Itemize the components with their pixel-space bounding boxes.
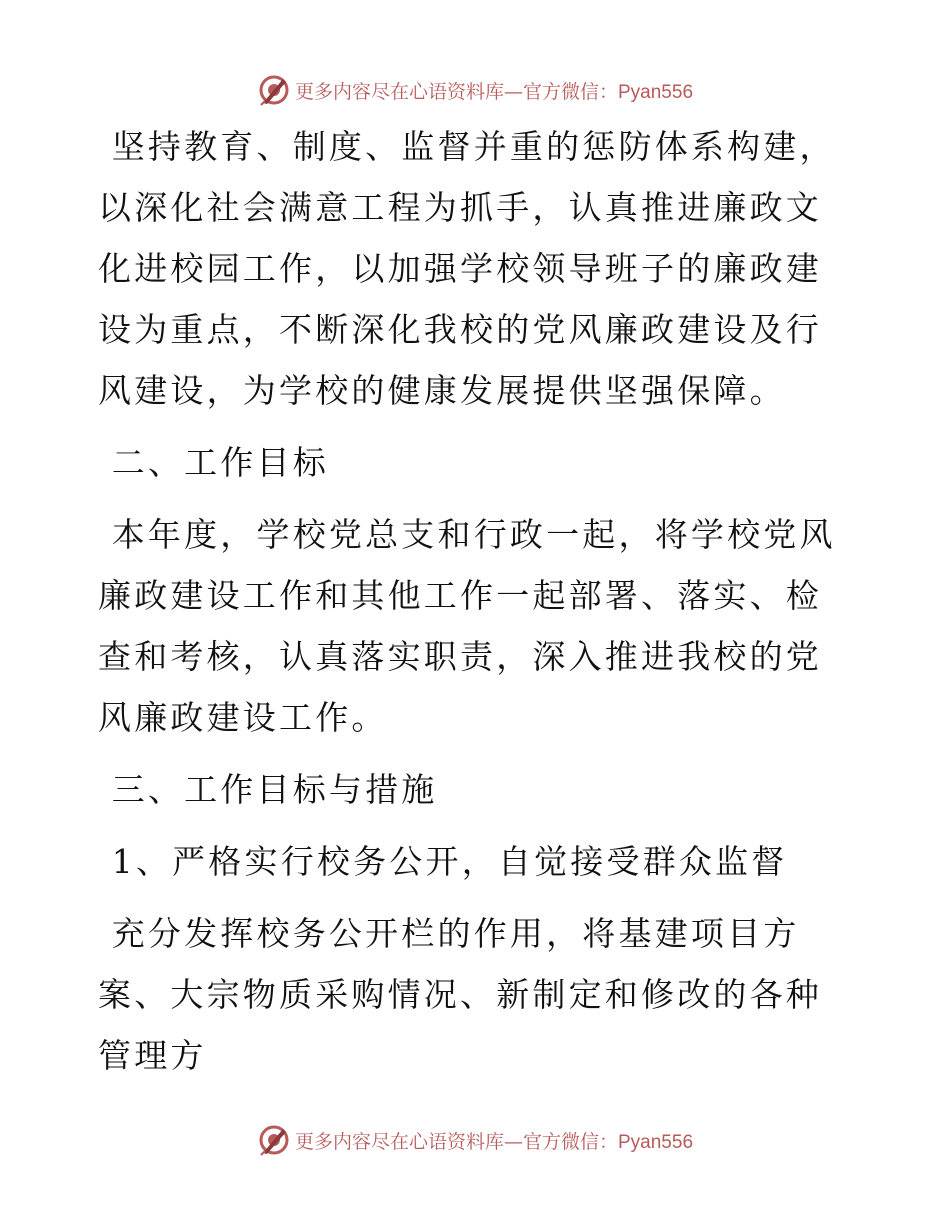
quill-logo-icon: [257, 73, 291, 107]
document-body: [98, 116, 858, 1086]
paragraph-work-goals: 本年度，学校党总支和行政一起，将学校党风廉政建设工作和其他工作一起部署、落实、检查和考核，认真落实职责，深入推进我校的党风廉政建设工作。: [98, 515, 836, 737]
watermark-text: 更多内容尽在心语资料库—官方微信：Pyan556: [294, 1130, 694, 1153]
heading-work-goals: 二、工作目标: [98, 443, 329, 482]
header-watermark: [0, 70, 950, 110]
watermark-text: 更多内容尽在心语资料库—官方微信：Pyan556: [294, 80, 694, 103]
paragraph-openness: 充分发挥校务公开栏的作用，将基建项目方案、大宗物质采购情况、新制定和修改的各种管理方: [98, 914, 822, 1075]
heading-goals-measures: 三、工作目标与措施: [98, 770, 438, 809]
footer-watermark: [0, 1120, 950, 1160]
quill-logo-icon: [257, 1123, 291, 1157]
paragraph-intro: 坚持教育、制度、监督并重的惩防体系构建，以深化社会满意工程为抓手，认真推进廉政文化进校园工作，以加强学校领导班子的廉政建设为重点，不断深化我校的党风廉政建设及行风建设，为学校的健康发展提供坚强保障。: [98, 127, 836, 410]
subheading-openness: 1、严格实行校务公开，自觉接受群众监督: [98, 842, 788, 881]
